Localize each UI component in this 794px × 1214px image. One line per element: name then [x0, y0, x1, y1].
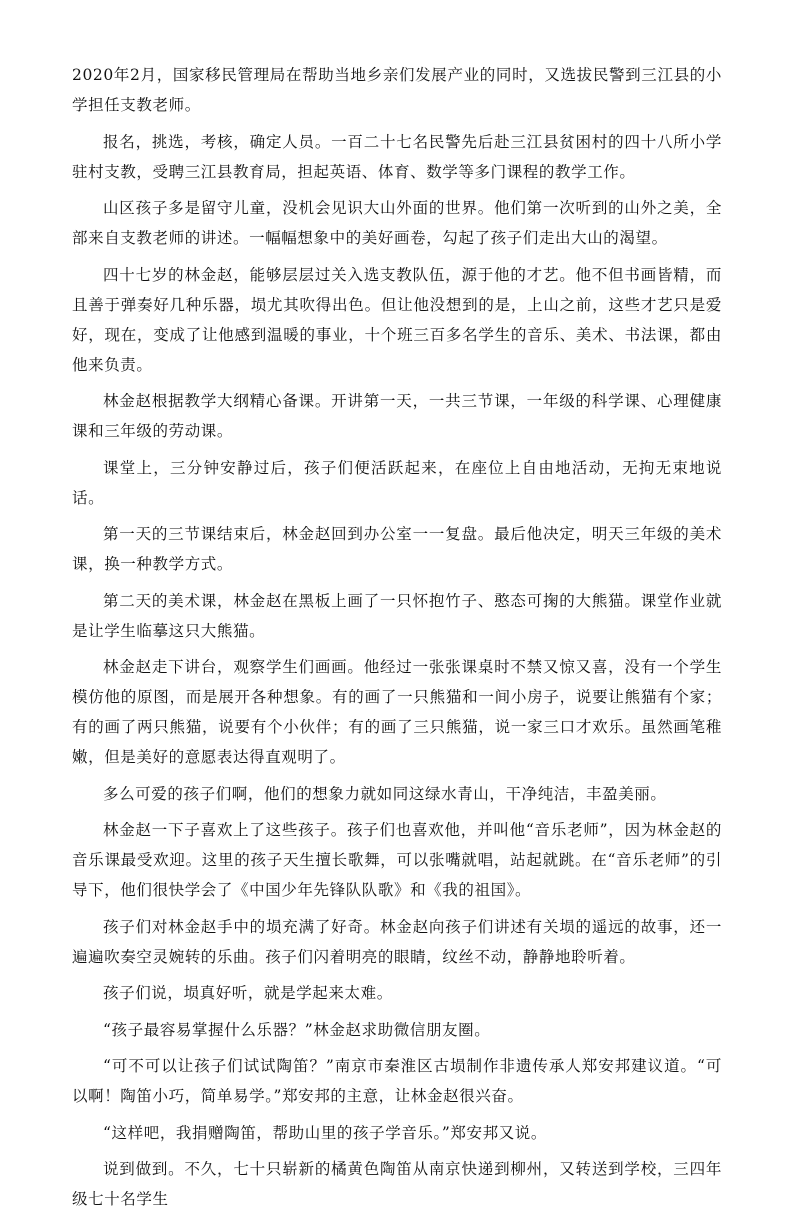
document-page: [72, 60, 722, 1214]
paragraph: 山区孩子多是留守儿童，没机会见识大山外面的世界。他们第一次听到的山外之美，全部来自支教老师的讲述。一幅幅想象中的美好画卷，勾起了孩子们走出大山的渴望。: [72, 199, 722, 247]
paragraph: 林金赵走下讲台，观察学生们画画。他经过一张张课桌时不禁又惊又喜，没有一个学生模仿他的原图，而是展开各种想象。有的画了一只熊猫和一间小房子，说要让熊猫有个家；有的画了两只熊猫，说要有个小伙伴；有的画了三只熊猫，说一家三口才欢乐。虽然画笔稚嫩，但是美好的意愿表达得直观明了。: [72, 658, 722, 766]
paragraph: 孩子们说，埙真好听，就是学起来太难。: [103, 984, 393, 1002]
paragraph: 第一天的三节课结束后，林金赵回到办公室一一复盘。最后他决定，明天三年级的美术课，换一种教学方式。: [72, 525, 722, 573]
paragraph: 报名，挑选，考核，确定人员。一百二十七名民警先后赴三江县贫困村的四十八所小学驻村支教，受聘三江县教育局，担起英语、体育、数学等多门课程的教学工作。: [72, 132, 722, 181]
paragraph: “可不可以让孩子们试试陶笛？”南京市秦淮区古埙制作非遗传承人郑安邦建议道。“可以啊！陶笛小巧，简单易学。”郑安邦的主意，让林金赵很兴奋。: [72, 1057, 722, 1105]
paragraph: 林金赵根据教学大纲精心备课。开讲第一天，一共三节课，一年级的科学课、心理健康课和三年级的劳动课。: [72, 392, 722, 440]
paragraph: 2020年2月，国家移民管理局在帮助当地乡亲们发展产业的同时，又选拔民警到三江县的小学担任支教老师。: [72, 66, 722, 114]
paragraph: 孩子们对林金赵手中的埙充满了好奇。林金赵向孩子们讲述有关埙的遥远的故事，还一遍遍吹奏空灵婉转的乐曲。孩子们闪着明亮的眼睛，纹丝不动，静静地聆听着。: [72, 917, 722, 966]
paragraph: 课堂上，三分钟安静过后，孩子们便活跃起来，在座位上自由地活动，无拘无束地说话。: [72, 458, 722, 507]
paragraph: 林金赵一下子喜欢上了这些孩子。孩子们也喜欢他，并叫他“音乐老师”，因为林金赵的音乐课最受欢迎。这里的孩子天生擅长歌舞，可以张嘴就唱，站起就跳。在“音乐老师”的引导下，他们很快学会了《中国少年先锋队队歌》和《我的祖国》。: [72, 821, 722, 899]
paragraph: 多么可爱的孩子们啊，他们的想象力就如同这绿水青山，干净纯洁，丰盈美丽。: [103, 784, 667, 803]
paragraph: “孩子最容易掌握什么乐器？”林金赵求助微信朋友圈。: [103, 1020, 491, 1039]
paragraph: “这样吧，我捐赠陶笛，帮助山里的孩子学音乐。”郑安邦又说。: [103, 1123, 547, 1142]
paragraph: 说到做到。不久，七十只崭新的橘黄色陶笛从南京快递到柳州，又转送到学校，三四年级七十名学生: [72, 1160, 722, 1208]
paragraph: 第二天的美术课，林金赵在黑板上画了一只怀抱竹子、憨态可掬的大熊猫。课堂作业就是让学生临摹这只大熊猫。: [72, 591, 722, 640]
paragraph: 四十七岁的林金赵，能够层层过关入选支教队伍，源于他的才艺。他不但书画皆精，而且善于弹奏好几种乐器，埙尤其吹得出色。但让他没想到的是，上山之前，这些才艺只是爱好，现在，变成了让他感到温暖的事业，十个班三百多名学生的音乐、美术、书法课，都由他来负责。: [72, 265, 722, 374]
